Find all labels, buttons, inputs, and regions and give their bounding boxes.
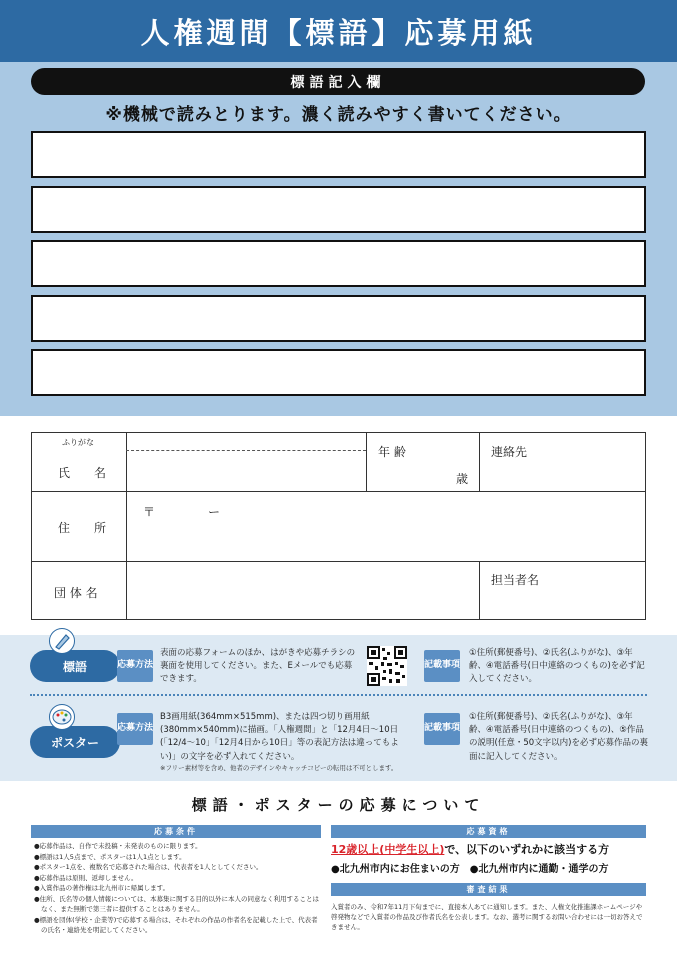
conditions-list [34,841,324,936]
header-banner [0,0,677,62]
eligibility-rest: で、以下のいずれかに該当する方 [444,843,610,856]
review-text: 入賞者のみ、令和7年11月下旬までに、直接本人あてに通知します。また、人権文化推進課ホームページや啓発物などで入賞者の作品及び作者氏名を公表します。なお、選考に関するお問い合わせには一切お答えできません。 [331,903,643,932]
poster-method-label: 応募方法 [117,713,153,745]
slogan-badge: 標語 [30,650,120,682]
slogan-instruction: ※機械で読みとります。濃く読みやすく書いてください。 [105,105,572,125]
slogan-section-label: 標語記入欄 [31,68,645,95]
contact-label: 連絡先 [491,445,528,459]
list-item: ●標語を団体(学校・企業等)で応募する場合は、それぞれの作品の作者名を記載した上で、代表者の氏名・連絡先を明記してください。 [34,915,318,935]
poster-badge: ポスター [30,726,120,758]
list-item: ●応募作品は原則、返却しません。 [34,873,138,882]
form-divider [479,561,480,619]
list-item: ●標語は1人5点まで、ポスターは1人1点とします。 [34,852,186,861]
postal-mark: 〒 [143,505,156,519]
poster-method-text: B3画用紙(364mm×515mm)、または四つ切り画用紙(380mm×540mm)に描画。「人権週間」と「12月4日～10日(「12/4～10」「12月4日から10日」等の表記方法は違ってもよい)」の文字を必ず入れてください。 [160,712,399,762]
poster-entry-text: ①住所(郵便番号)、②氏名(ふりがな)、③年齢、④電話番号(日中連絡のつくもの)、⑤作品の説明(任意・50文字以内)を必ず応募作品の裏面に記入してください。 [469,712,648,762]
pen-icon [49,628,75,654]
slogan-entry-label: 記載事項 [424,650,460,682]
slogan-input-box-1[interactable] [31,131,646,178]
poster-note: ※フリー素材等を含め、他者のデザインやキャッチコピーの転用は不可とします。 [160,764,398,772]
palette-icon [49,704,75,730]
person-in-charge-field[interactable] [481,585,644,618]
slogan-method-text: 表面の応募フォームのほか、はがきや応募チラシの裏面を使用してください。また、Eメールでも応募できます。 [160,648,356,685]
slogan-input-box-4[interactable] [31,295,646,342]
name-label: 氏 名 [58,466,107,480]
page-title: 人権週間【標語】応募用紙 [140,15,537,50]
area-residence: ●北九州市内にお住まいの方 [331,864,460,875]
eligibility-line [331,841,609,857]
list-item: ●住所、氏名等の個人情報については、本募集に関する目的以外に本人の同意なく利用することはなく、また無断で第三者に提供することはありません。 [34,894,320,914]
applicant-form-table [31,432,646,620]
person-in-charge-label: 担当者名 [491,573,540,587]
slogan-input-box-5[interactable] [31,349,646,396]
form-divider [479,433,480,491]
group-label: 団 体 名 [54,586,98,600]
slogan-input-box-2[interactable] [31,186,646,233]
eligibility-areas [331,860,608,875]
name-field[interactable] [128,452,365,490]
poster-entry-label: 記載事項 [424,713,460,745]
address-label: 住 所 [58,521,107,535]
postal-dash: ー [208,505,221,519]
age-label: 年 齢 [378,445,406,459]
group-field[interactable] [128,563,478,618]
form-divider [366,433,367,491]
list-item: ●ポスター1点を、複数名で応募された場合は、代表者を1人としてください。 [34,863,263,872]
furigana-divider [126,450,366,451]
area-commute: ●北九州市内に通勤・通学の方 [469,864,609,875]
form-divider [32,561,645,562]
about-title: 標語・ポスターの応募について [191,796,486,814]
age-unit: 歳 [456,472,469,486]
furigana-label: ふりがな [62,438,94,447]
slogan-entry-text: ①住所(郵便番号)、②氏名(ふりがな)、③年齢、④電話番号(日中連絡のつくもの)を必ず記入してください。 [469,648,645,685]
address-field[interactable] [128,493,644,560]
conditions-label: 応募条件 [31,825,321,838]
eligibility-label: 応募資格 [331,825,646,838]
form-divider [126,433,127,619]
contact-field[interactable] [481,458,644,490]
dotted-divider [30,694,647,696]
review-label: 審査結果 [331,883,646,896]
list-item: ●応募作品は、自作で未投稿・未発表のものに限ります。 [34,842,202,850]
form-divider [32,491,645,492]
slogan-method-label: 応募方法 [117,650,153,682]
eligibility-age: 12歳以上(中学生以上) [331,843,445,856]
slogan-input-box-3[interactable] [31,240,646,287]
qr-code[interactable] [367,646,407,686]
list-item: ●入賞作品の著作権は北九州市に帰属します。 [34,884,170,893]
